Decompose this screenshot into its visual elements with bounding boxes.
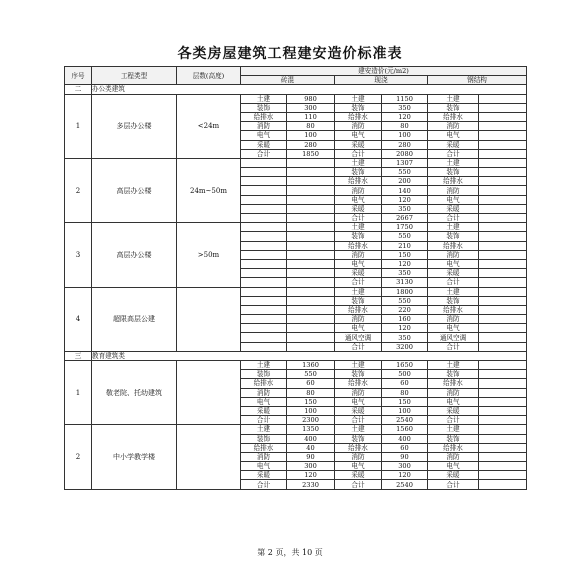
row-seq: 2 bbox=[65, 425, 92, 489]
brick-item bbox=[241, 195, 287, 204]
brick-item bbox=[241, 241, 287, 250]
col-header-seq: 序号 bbox=[65, 67, 92, 85]
brick-item bbox=[241, 223, 287, 232]
cast-item: 消防 bbox=[335, 315, 382, 324]
brick-item bbox=[241, 287, 287, 296]
cast-value: 120 bbox=[382, 259, 428, 268]
steel-item: 电气 bbox=[428, 195, 479, 204]
brick-value: 90 bbox=[287, 452, 335, 461]
steel-item: 给排水 bbox=[428, 177, 479, 186]
brick-item: 土建 bbox=[241, 425, 287, 434]
brick-item bbox=[241, 315, 287, 324]
brick-item bbox=[241, 168, 287, 177]
row-floors bbox=[177, 287, 241, 351]
cast-value: 350 bbox=[382, 269, 428, 278]
brick-value bbox=[287, 195, 335, 204]
brick-item bbox=[241, 324, 287, 333]
brick-value: 2330 bbox=[287, 480, 335, 489]
brick-value: 1350 bbox=[287, 425, 335, 434]
steel-item: 电气 bbox=[428, 259, 479, 268]
steel-item: 装饰 bbox=[428, 370, 479, 379]
steel-item: 消防 bbox=[428, 315, 479, 324]
cast-value: 1307 bbox=[382, 158, 428, 167]
brick-value: 80 bbox=[287, 122, 335, 131]
steel-item: 装饰 bbox=[428, 434, 479, 443]
col-header-brick: 砖混 bbox=[241, 76, 335, 85]
cast-item: 给排水 bbox=[335, 305, 382, 314]
section-row bbox=[65, 85, 527, 94]
steel-item: 电气 bbox=[428, 131, 479, 140]
brick-value: 1850 bbox=[287, 149, 335, 158]
cast-value: 210 bbox=[382, 241, 428, 250]
brick-value bbox=[287, 287, 335, 296]
table-row bbox=[65, 158, 527, 167]
cast-item: 装饰 bbox=[335, 103, 382, 112]
row-type: 超限高层公建 bbox=[92, 287, 177, 351]
table-row bbox=[65, 223, 527, 232]
brick-item bbox=[241, 305, 287, 314]
steel-value bbox=[479, 241, 527, 250]
steel-item: 土建 bbox=[428, 425, 479, 434]
brick-item: 合计 bbox=[241, 149, 287, 158]
brick-item bbox=[241, 186, 287, 195]
brick-item bbox=[241, 259, 287, 268]
steel-item: 电气 bbox=[428, 462, 479, 471]
steel-value bbox=[479, 361, 527, 370]
steel-value bbox=[479, 296, 527, 305]
brick-value bbox=[287, 168, 335, 177]
cast-value: 120 bbox=[382, 112, 428, 121]
brick-value bbox=[287, 177, 335, 186]
steel-item: 通风空调 bbox=[428, 333, 479, 342]
steel-value bbox=[479, 168, 527, 177]
brick-item: 消防 bbox=[241, 452, 287, 461]
brick-value: 100 bbox=[287, 131, 335, 140]
steel-item: 合计 bbox=[428, 214, 479, 223]
steel-value bbox=[479, 204, 527, 213]
cast-item: 合计 bbox=[335, 480, 382, 489]
steel-item: 消防 bbox=[428, 250, 479, 259]
steel-value bbox=[479, 305, 527, 314]
brick-item bbox=[241, 214, 287, 223]
cast-value: 2540 bbox=[382, 416, 428, 425]
row-seq: 1 bbox=[65, 361, 92, 425]
col-header-cost: 建安造价(元/m2) bbox=[241, 67, 527, 76]
cast-item: 土建 bbox=[335, 223, 382, 232]
steel-item: 装饰 bbox=[428, 296, 479, 305]
brick-item: 消防 bbox=[241, 122, 287, 131]
cast-item: 装饰 bbox=[335, 168, 382, 177]
steel-item: 消防 bbox=[428, 186, 479, 195]
steel-item: 装饰 bbox=[428, 103, 479, 112]
steel-item: 采暖 bbox=[428, 140, 479, 149]
steel-item: 合计 bbox=[428, 342, 479, 351]
cast-value: 350 bbox=[382, 103, 428, 112]
steel-item: 电气 bbox=[428, 397, 479, 406]
cast-item: 给排水 bbox=[335, 177, 382, 186]
cast-item: 电气 bbox=[335, 324, 382, 333]
table-row bbox=[65, 94, 527, 103]
steel-item: 土建 bbox=[428, 94, 479, 103]
steel-item: 土建 bbox=[428, 361, 479, 370]
col-header-cast: 现浇 bbox=[335, 76, 428, 85]
cast-item: 给排水 bbox=[335, 241, 382, 250]
cast-value: 2667 bbox=[382, 214, 428, 223]
cast-item: 消防 bbox=[335, 250, 382, 259]
cast-value: 550 bbox=[382, 168, 428, 177]
brick-value: 2300 bbox=[287, 416, 335, 425]
cast-item: 消防 bbox=[335, 122, 382, 131]
cast-value: 200 bbox=[382, 177, 428, 186]
cast-value: 140 bbox=[382, 186, 428, 195]
brick-item bbox=[241, 204, 287, 213]
cast-value: 120 bbox=[382, 471, 428, 480]
steel-value bbox=[479, 416, 527, 425]
steel-value bbox=[479, 452, 527, 461]
steel-value bbox=[479, 287, 527, 296]
brick-value: 280 bbox=[287, 140, 335, 149]
steel-value bbox=[479, 324, 527, 333]
steel-item: 给排水 bbox=[428, 305, 479, 314]
brick-value: 110 bbox=[287, 112, 335, 121]
brick-value bbox=[287, 259, 335, 268]
col-header-type: 工程类型 bbox=[92, 67, 177, 85]
cast-value: 90 bbox=[382, 452, 428, 461]
steel-value bbox=[479, 370, 527, 379]
steel-value bbox=[479, 434, 527, 443]
brick-value bbox=[287, 305, 335, 314]
table-row bbox=[65, 361, 527, 370]
brick-value: 60 bbox=[287, 379, 335, 388]
steel-value bbox=[479, 397, 527, 406]
col-header-floors: 层数(高度) bbox=[177, 67, 241, 85]
cast-item: 采暖 bbox=[335, 406, 382, 415]
cast-value: 350 bbox=[382, 333, 428, 342]
steel-value bbox=[479, 112, 527, 121]
brick-item bbox=[241, 269, 287, 278]
brick-item: 消防 bbox=[241, 388, 287, 397]
brick-value bbox=[287, 241, 335, 250]
cast-value: 350 bbox=[382, 204, 428, 213]
brick-value: 400 bbox=[287, 434, 335, 443]
brick-value: 300 bbox=[287, 462, 335, 471]
brick-item: 电气 bbox=[241, 397, 287, 406]
brick-item: 电气 bbox=[241, 131, 287, 140]
steel-value bbox=[479, 269, 527, 278]
steel-item: 合计 bbox=[428, 149, 479, 158]
brick-item: 装饰 bbox=[241, 434, 287, 443]
steel-item: 合计 bbox=[428, 278, 479, 287]
cast-item: 电气 bbox=[335, 259, 382, 268]
steel-value bbox=[479, 406, 527, 415]
steel-item: 采暖 bbox=[428, 269, 479, 278]
brick-value bbox=[287, 333, 335, 342]
cast-item: 给排水 bbox=[335, 443, 382, 452]
brick-item bbox=[241, 158, 287, 167]
steel-value bbox=[479, 259, 527, 268]
cast-item: 电气 bbox=[335, 462, 382, 471]
steel-value bbox=[479, 462, 527, 471]
brick-value bbox=[287, 269, 335, 278]
cast-item: 消防 bbox=[335, 186, 382, 195]
brick-value: 150 bbox=[287, 397, 335, 406]
cast-item: 采暖 bbox=[335, 204, 382, 213]
cast-item: 消防 bbox=[335, 388, 382, 397]
brick-item: 合计 bbox=[241, 416, 287, 425]
cast-item: 土建 bbox=[335, 287, 382, 296]
row-type: 高层办公楼 bbox=[92, 158, 177, 222]
cast-value: 2080 bbox=[382, 149, 428, 158]
steel-value bbox=[479, 158, 527, 167]
cast-item: 装饰 bbox=[335, 434, 382, 443]
brick-value: 550 bbox=[287, 370, 335, 379]
brick-value bbox=[287, 204, 335, 213]
cast-value: 100 bbox=[382, 131, 428, 140]
steel-value bbox=[479, 471, 527, 480]
cast-item: 采暖 bbox=[335, 140, 382, 149]
brick-value: 300 bbox=[287, 103, 335, 112]
cast-value: 150 bbox=[382, 250, 428, 259]
steel-item: 给排水 bbox=[428, 379, 479, 388]
steel-item: 土建 bbox=[428, 287, 479, 296]
steel-item: 土建 bbox=[428, 158, 479, 167]
steel-value bbox=[479, 425, 527, 434]
steel-item: 合计 bbox=[428, 480, 479, 489]
cast-value: 550 bbox=[382, 296, 428, 305]
row-seq: 1 bbox=[65, 94, 92, 158]
section-name: 办公类建筑 bbox=[92, 85, 527, 94]
cast-item: 合计 bbox=[335, 214, 382, 223]
page-title: 各类房屋建筑工程建安造价标准表 bbox=[177, 46, 403, 62]
cast-item: 合计 bbox=[335, 149, 382, 158]
steel-item: 采暖 bbox=[428, 406, 479, 415]
row-type: 高层办公楼 bbox=[92, 223, 177, 287]
cost-table bbox=[64, 66, 527, 490]
cast-item: 采暖 bbox=[335, 269, 382, 278]
cast-value: 150 bbox=[382, 397, 428, 406]
steel-item: 采暖 bbox=[428, 204, 479, 213]
steel-value bbox=[479, 195, 527, 204]
cast-value: 500 bbox=[382, 370, 428, 379]
steel-value bbox=[479, 315, 527, 324]
steel-item: 装饰 bbox=[428, 232, 479, 241]
steel-value bbox=[479, 149, 527, 158]
brick-value bbox=[287, 186, 335, 195]
cast-value: 80 bbox=[382, 388, 428, 397]
steel-item: 合计 bbox=[428, 416, 479, 425]
cast-value: 1150 bbox=[382, 94, 428, 103]
page-footer: 第 2 页，共 10 页 bbox=[257, 548, 323, 557]
cast-item: 电气 bbox=[335, 131, 382, 140]
row-type: 中小学教学楼 bbox=[92, 425, 177, 489]
brick-item: 采暖 bbox=[241, 140, 287, 149]
cast-item: 通风空调 bbox=[335, 333, 382, 342]
row-floors: 24m~50m bbox=[177, 158, 241, 222]
row-type: 敬老院、托幼建筑 bbox=[92, 361, 177, 425]
steel-item: 消防 bbox=[428, 388, 479, 397]
brick-value: 1360 bbox=[287, 361, 335, 370]
section-name: 教育建筑类 bbox=[92, 351, 527, 360]
brick-value: 980 bbox=[287, 94, 335, 103]
brick-item bbox=[241, 250, 287, 259]
brick-item: 合计 bbox=[241, 480, 287, 489]
row-seq: 3 bbox=[65, 223, 92, 287]
steel-value bbox=[479, 94, 527, 103]
steel-value bbox=[479, 223, 527, 232]
cast-item: 采暖 bbox=[335, 471, 382, 480]
cast-value: 120 bbox=[382, 195, 428, 204]
cast-value: 60 bbox=[382, 379, 428, 388]
steel-value bbox=[479, 131, 527, 140]
brick-item bbox=[241, 232, 287, 241]
cast-item: 土建 bbox=[335, 94, 382, 103]
steel-value bbox=[479, 388, 527, 397]
brick-item: 采暖 bbox=[241, 471, 287, 480]
brick-item bbox=[241, 342, 287, 351]
brick-item bbox=[241, 278, 287, 287]
section-row bbox=[65, 351, 527, 360]
cast-item: 合计 bbox=[335, 416, 382, 425]
cast-value: 2540 bbox=[382, 480, 428, 489]
steel-item: 装饰 bbox=[428, 168, 479, 177]
steel-item: 给排水 bbox=[428, 241, 479, 250]
cast-value: 100 bbox=[382, 406, 428, 415]
steel-value bbox=[479, 379, 527, 388]
steel-item: 消防 bbox=[428, 122, 479, 131]
brick-value bbox=[287, 158, 335, 167]
row-floors bbox=[177, 361, 241, 425]
brick-item: 土建 bbox=[241, 94, 287, 103]
steel-value bbox=[479, 342, 527, 351]
row-seq: 4 bbox=[65, 287, 92, 351]
cast-item: 土建 bbox=[335, 158, 382, 167]
steel-item: 消防 bbox=[428, 452, 479, 461]
brick-item: 装饰 bbox=[241, 103, 287, 112]
brick-value bbox=[287, 214, 335, 223]
brick-value bbox=[287, 232, 335, 241]
cast-item: 土建 bbox=[335, 361, 382, 370]
brick-value bbox=[287, 342, 335, 351]
steel-value bbox=[479, 443, 527, 452]
brick-item bbox=[241, 177, 287, 186]
brick-value: 100 bbox=[287, 406, 335, 415]
steel-value bbox=[479, 232, 527, 241]
steel-value bbox=[479, 186, 527, 195]
header-row bbox=[65, 67, 527, 76]
steel-value bbox=[479, 333, 527, 342]
cast-item: 装饰 bbox=[335, 370, 382, 379]
cast-item: 装饰 bbox=[335, 232, 382, 241]
brick-value: 40 bbox=[287, 443, 335, 452]
cast-value: 1800 bbox=[382, 287, 428, 296]
brick-value bbox=[287, 250, 335, 259]
cast-value: 60 bbox=[382, 443, 428, 452]
cast-value: 1750 bbox=[382, 223, 428, 232]
brick-value bbox=[287, 315, 335, 324]
steel-value bbox=[479, 480, 527, 489]
brick-item bbox=[241, 296, 287, 305]
steel-value bbox=[479, 250, 527, 259]
brick-item: 给排水 bbox=[241, 443, 287, 452]
steel-item: 土建 bbox=[428, 223, 479, 232]
col-header-steel: 钢结构 bbox=[428, 76, 527, 85]
section-mark: 二 bbox=[65, 85, 92, 94]
cast-item: 给排水 bbox=[335, 379, 382, 388]
cast-value: 300 bbox=[382, 462, 428, 471]
cast-value: 160 bbox=[382, 315, 428, 324]
brick-value: 120 bbox=[287, 471, 335, 480]
brick-item: 给排水 bbox=[241, 379, 287, 388]
cast-value: 80 bbox=[382, 122, 428, 131]
row-floors: <24m bbox=[177, 94, 241, 158]
brick-item: 土建 bbox=[241, 361, 287, 370]
steel-item: 给排水 bbox=[428, 112, 479, 121]
cast-value: 1560 bbox=[382, 425, 428, 434]
cast-value: 220 bbox=[382, 305, 428, 314]
steel-value bbox=[479, 177, 527, 186]
row-floors bbox=[177, 425, 241, 489]
brick-item: 给排水 bbox=[241, 112, 287, 121]
cast-value: 120 bbox=[382, 324, 428, 333]
cast-item: 电气 bbox=[335, 195, 382, 204]
brick-value bbox=[287, 278, 335, 287]
brick-value bbox=[287, 296, 335, 305]
table-row bbox=[65, 287, 527, 296]
brick-item: 采暖 bbox=[241, 406, 287, 415]
brick-item: 电气 bbox=[241, 462, 287, 471]
steel-item: 电气 bbox=[428, 324, 479, 333]
cast-item: 给排水 bbox=[335, 112, 382, 121]
steel-value bbox=[479, 278, 527, 287]
brick-item: 装饰 bbox=[241, 370, 287, 379]
cast-value: 550 bbox=[382, 232, 428, 241]
cast-item: 土建 bbox=[335, 425, 382, 434]
row-floors: >50m bbox=[177, 223, 241, 287]
section-mark: 三 bbox=[65, 351, 92, 360]
cast-item: 合计 bbox=[335, 342, 382, 351]
row-type: 多层办公楼 bbox=[92, 94, 177, 158]
table-body bbox=[65, 67, 527, 490]
steel-value bbox=[479, 214, 527, 223]
brick-value bbox=[287, 324, 335, 333]
cast-value: 400 bbox=[382, 434, 428, 443]
brick-item bbox=[241, 333, 287, 342]
brick-value bbox=[287, 223, 335, 232]
cast-value: 280 bbox=[382, 140, 428, 149]
steel-item: 给排水 bbox=[428, 443, 479, 452]
cast-item: 电气 bbox=[335, 397, 382, 406]
cast-item: 消防 bbox=[335, 452, 382, 461]
cast-value: 1650 bbox=[382, 361, 428, 370]
table-row bbox=[65, 425, 527, 434]
steel-value bbox=[479, 140, 527, 149]
cast-value: 3130 bbox=[382, 278, 428, 287]
row-seq: 2 bbox=[65, 158, 92, 222]
steel-value bbox=[479, 122, 527, 131]
cast-item: 合计 bbox=[335, 278, 382, 287]
steel-item: 采暖 bbox=[428, 471, 479, 480]
brick-value: 80 bbox=[287, 388, 335, 397]
cast-value: 3200 bbox=[382, 342, 428, 351]
steel-value bbox=[479, 103, 527, 112]
cast-item: 装饰 bbox=[335, 296, 382, 305]
